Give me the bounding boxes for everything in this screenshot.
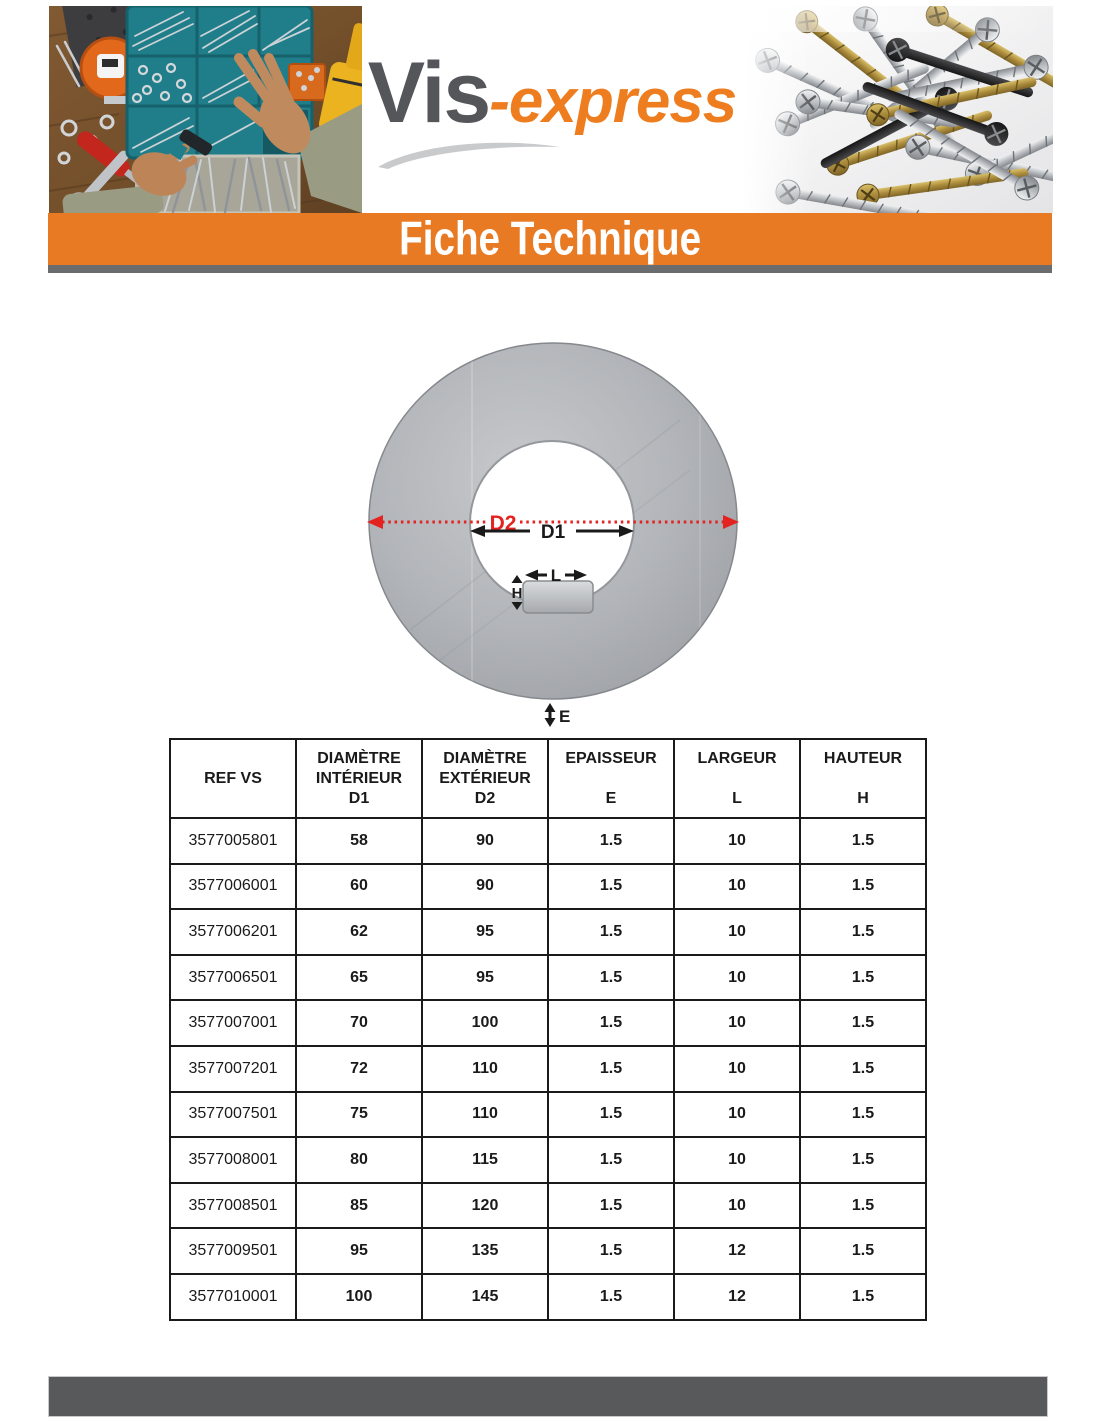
- cell-ref: 3577007501: [170, 1092, 296, 1138]
- cell-outer-diameter: 95: [422, 955, 548, 1001]
- cell-height: 1.5: [800, 1228, 926, 1274]
- cell-height: 1.5: [800, 909, 926, 955]
- spec-table-header: [170, 739, 926, 818]
- cell-thickness: 1.5: [548, 1274, 674, 1320]
- cell-outer-diameter: 110: [422, 1046, 548, 1092]
- footer-bar: [48, 1376, 1048, 1417]
- table-row: [170, 1046, 926, 1092]
- washer-diagram: [350, 330, 760, 735]
- table-row: [170, 1274, 926, 1320]
- logo-text-secondary: -express: [489, 67, 737, 136]
- cell-thickness: 1.5: [548, 955, 674, 1001]
- cell-width: 10: [674, 955, 800, 1001]
- table-row: [170, 818, 926, 864]
- cell-width: 10: [674, 1046, 800, 1092]
- cell-outer-diameter: 100: [422, 1000, 548, 1046]
- washer-diagram-art: [350, 330, 760, 735]
- cell-inner-diameter: 72: [296, 1046, 422, 1092]
- table-row: [170, 864, 926, 910]
- label-e: E: [559, 707, 571, 726]
- cell-ref: 3577007001: [170, 1000, 296, 1046]
- col-header-width: LARGEUR L: [674, 739, 800, 818]
- cell-thickness: 1.5: [548, 818, 674, 864]
- cell-outer-diameter: 90: [422, 818, 548, 864]
- spec-table: [169, 738, 927, 1321]
- washer-tab: [523, 581, 593, 613]
- cell-thickness: 1.5: [548, 1183, 674, 1229]
- table-row: [170, 955, 926, 1001]
- brand-logo: [362, 6, 742, 213]
- cell-height: 1.5: [800, 955, 926, 1001]
- cell-height: 1.5: [800, 1092, 926, 1138]
- table-row: [170, 1228, 926, 1274]
- spec-table-body: [170, 818, 926, 1320]
- cell-inner-diameter: 85: [296, 1183, 422, 1229]
- cell-inner-diameter: 75: [296, 1092, 422, 1138]
- cell-outer-diameter: 90: [422, 864, 548, 910]
- cell-thickness: 1.5: [548, 1137, 674, 1183]
- page-title: Fiche Technique: [398, 212, 702, 265]
- label-h: H: [511, 585, 523, 602]
- cell-height: 1.5: [800, 1000, 926, 1046]
- cell-outer-diameter: 135: [422, 1228, 548, 1274]
- cell-width: 10: [674, 1183, 800, 1229]
- cell-ref: 3577008501: [170, 1183, 296, 1229]
- cell-ref: 3577006001: [170, 864, 296, 910]
- cell-width: 10: [674, 1000, 800, 1046]
- col-header-thickness: EPAISSEUR E: [548, 739, 674, 818]
- cell-width: 12: [674, 1274, 800, 1320]
- logo-text-primary: Vis: [367, 45, 490, 141]
- cell-inner-diameter: 58: [296, 818, 422, 864]
- cell-width: 12: [674, 1228, 800, 1274]
- table-row: [170, 909, 926, 955]
- cell-width: 10: [674, 1092, 800, 1138]
- cell-ref: 3577009501: [170, 1228, 296, 1274]
- cell-inner-diameter: 95: [296, 1228, 422, 1274]
- logo-swoosh: [374, 138, 564, 170]
- cell-ref: 3577008001: [170, 1137, 296, 1183]
- col-header-inner-diameter: DIAMÈTRE INTÉRIEUR D1: [296, 739, 422, 818]
- workbench-photo: [49, 6, 362, 213]
- cell-inner-diameter: 70: [296, 1000, 422, 1046]
- cell-ref: 3577006201: [170, 909, 296, 955]
- cell-width: 10: [674, 864, 800, 910]
- cell-thickness: 1.5: [548, 909, 674, 955]
- label-d1: D1: [540, 522, 566, 543]
- cell-inner-diameter: 65: [296, 955, 422, 1001]
- cell-height: 1.5: [800, 1274, 926, 1320]
- label-l: L: [550, 566, 562, 585]
- cell-width: 10: [674, 1137, 800, 1183]
- table-row: [170, 1137, 926, 1183]
- col-header-height: HAUTEUR H: [800, 739, 926, 818]
- title-banner: [48, 213, 1052, 265]
- cell-width: 10: [674, 909, 800, 955]
- cell-thickness: 1.5: [548, 1092, 674, 1138]
- table-row: [170, 1183, 926, 1229]
- screws-photo-art: [742, 6, 1053, 213]
- dimension-thickness: [545, 703, 571, 727]
- table-row: [170, 1092, 926, 1138]
- cell-height: 1.5: [800, 864, 926, 910]
- cell-width: 10: [674, 818, 800, 864]
- cell-outer-diameter: 110: [422, 1092, 548, 1138]
- cell-height: 1.5: [800, 1046, 926, 1092]
- cell-thickness: 1.5: [548, 1228, 674, 1274]
- cell-ref: 3577010001: [170, 1274, 296, 1320]
- cell-outer-diameter: 120: [422, 1183, 548, 1229]
- screws-photo: [742, 6, 1053, 213]
- col-header-ref: REF VS: [170, 739, 296, 818]
- cell-outer-diameter: 145: [422, 1274, 548, 1320]
- cell-outer-diameter: 95: [422, 909, 548, 955]
- table-row: [170, 1000, 926, 1046]
- label-d2: D2: [489, 512, 517, 535]
- cell-height: 1.5: [800, 818, 926, 864]
- cell-ref: 3577007201: [170, 1046, 296, 1092]
- cell-inner-diameter: 62: [296, 909, 422, 955]
- cell-ref: 3577006501: [170, 955, 296, 1001]
- cell-thickness: 1.5: [548, 864, 674, 910]
- cell-inner-diameter: 60: [296, 864, 422, 910]
- cell-height: 1.5: [800, 1183, 926, 1229]
- cell-height: 1.5: [800, 1137, 926, 1183]
- cell-inner-diameter: 100: [296, 1274, 422, 1320]
- cell-thickness: 1.5: [548, 1046, 674, 1092]
- cell-outer-diameter: 115: [422, 1137, 548, 1183]
- cell-ref: 3577005801: [170, 818, 296, 864]
- workbench-photo-art: [49, 6, 362, 213]
- cell-inner-diameter: 80: [296, 1137, 422, 1183]
- banner-divider: [48, 265, 1052, 273]
- col-header-outer-diameter: DIAMÈTRE EXTÉRIEUR D2: [422, 739, 548, 818]
- cell-thickness: 1.5: [548, 1000, 674, 1046]
